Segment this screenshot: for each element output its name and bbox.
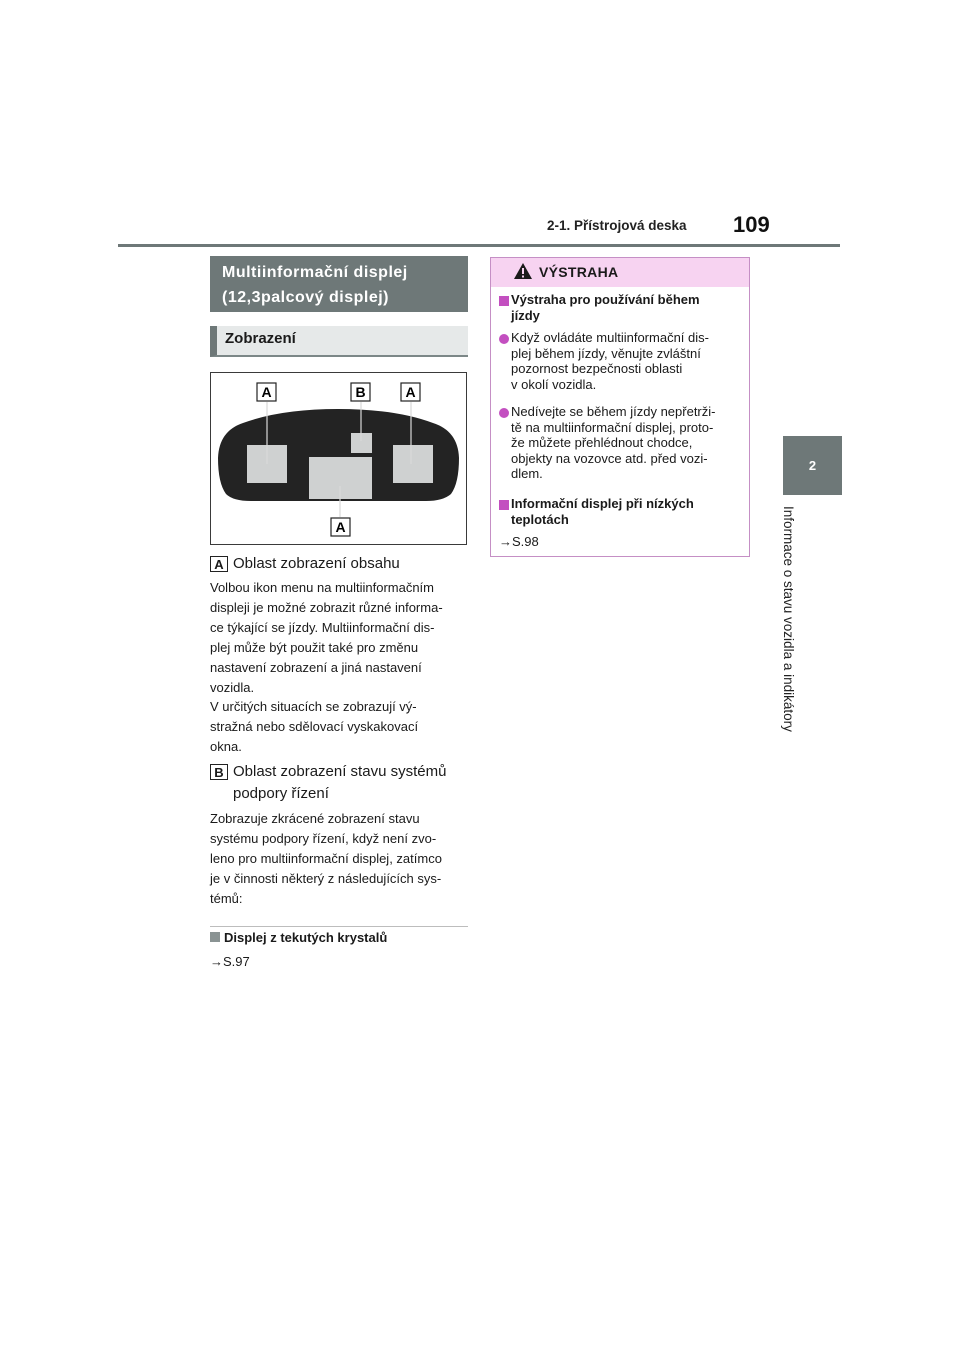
header-rule: [118, 244, 840, 247]
text-line: tě na multiinformační displej, proto-: [511, 419, 714, 435]
text-line: Volbou ikon menu na multiinformačním: [210, 580, 435, 595]
warning-bullet-1: [499, 330, 745, 392]
text-line: V určitých situacích se zobrazují vý-: [210, 699, 417, 714]
text-line: plej může být použit také pro změnu: [210, 640, 419, 655]
warning-heading-line: teplotách: [511, 511, 569, 527]
page-title-line2: (12,3palcový displej): [222, 289, 390, 306]
text-line: témů:: [210, 891, 243, 906]
text-line: displeji je možné zobrazit různé informa-: [210, 600, 443, 615]
warning-triangle-icon: [513, 261, 533, 281]
text-line: Nedívejte se během jízdy nepřetrži-: [511, 404, 716, 419]
text-line: Když ovládáte multiinformační dis-: [511, 330, 709, 345]
warning-page-reference[interactable]: [499, 534, 745, 550]
square-bullet-icon: [499, 500, 509, 510]
item-a-label: A: [210, 556, 228, 572]
page-number: 109: [733, 212, 770, 237]
chapter-tab: 2: [783, 436, 842, 495]
warning-bullet-2: [499, 404, 745, 482]
page-title-line1: Multiinformační displej: [222, 264, 408, 281]
item-a-paragraph-1: [210, 578, 472, 698]
text-line: v okolí vozidla.: [511, 376, 597, 392]
section-subtitle: Zobrazení: [210, 326, 468, 357]
warning-heading-line: Informační displej při nízkých: [511, 496, 694, 511]
text-line: pozornost bezpečnosti oblasti: [511, 361, 683, 376]
text-line: okna.: [210, 739, 242, 754]
text-line: stražná nebo sdělovací vyskakovací: [210, 719, 419, 734]
callout-1: A: [261, 384, 272, 400]
item-b-heading-line2: podpory řízení: [233, 785, 329, 802]
text-line: že můžete přehlédnout chodce,: [511, 435, 693, 450]
item-b-heading: [210, 761, 472, 805]
text-line: Zobrazuje zkrácené zobrazení stavu: [210, 811, 420, 826]
item-b-heading-line1: Oblast zobrazení stavu systémů: [233, 763, 447, 780]
warning-section2-heading: [499, 496, 745, 527]
item-a-heading-text: Oblast zobrazení obsahu: [233, 555, 400, 572]
chapter-label: [758, 506, 818, 766]
lcd-page-reference[interactable]: →S.97: [210, 954, 250, 969]
text-line: leno pro multiinformační displej, zatímco: [210, 851, 442, 866]
round-bullet-icon: [499, 334, 509, 344]
warning-heading-line: jízdy: [511, 307, 540, 323]
text-line: je v činnosti některý z následujících sys-: [210, 871, 442, 886]
warning-heading-line: Výstraha pro používání během: [511, 292, 700, 307]
warning-box: [490, 257, 750, 557]
chapter-label-text: Informace o stavu vozidla a indikátory: [781, 506, 796, 732]
page-title: [210, 256, 468, 312]
round-bullet-icon: [499, 408, 509, 418]
section-title: 2-1. Přístrojová deska: [547, 218, 687, 233]
warning-section1-heading: [499, 292, 745, 323]
text-line: nastavení zobrazení a jiná nastavení: [210, 660, 422, 675]
section-separator: [210, 926, 468, 927]
text-line: ce týkající se jízdy. Multiinformační dis-: [210, 620, 435, 635]
warning-ref-text[interactable]: →S.98: [499, 534, 539, 549]
lcd-section: [210, 929, 472, 972]
area-right: [393, 445, 433, 483]
warning-header: [491, 258, 749, 287]
text-line: objekty na vozovce atd. před vozi-: [511, 450, 708, 466]
callout-3: A: [405, 384, 416, 400]
callout-2: B: [355, 384, 366, 400]
text-line: plej během jízdy, věnujte zvláštní: [511, 345, 701, 361]
text-line: vozidla.: [210, 680, 255, 695]
lcd-heading: [210, 929, 472, 947]
item-b-paragraph: [210, 809, 472, 909]
callout-4: A: [335, 519, 346, 535]
text-line: dlem.: [511, 466, 543, 481]
item-a-paragraph-2: [210, 697, 472, 757]
lcd-heading-text: Displej z tekutých krystalů: [224, 930, 388, 945]
item-b-label: B: [210, 764, 228, 780]
item-a-heading: [210, 553, 472, 575]
display-figure: [210, 372, 467, 545]
warning-title: VÝSTRAHA: [539, 264, 619, 280]
square-bullet-icon: [499, 296, 509, 306]
square-bullet-icon: [210, 932, 220, 942]
text-line: systému podpory řízení, když není zvo-: [210, 831, 437, 846]
display-diagram: [211, 373, 466, 544]
